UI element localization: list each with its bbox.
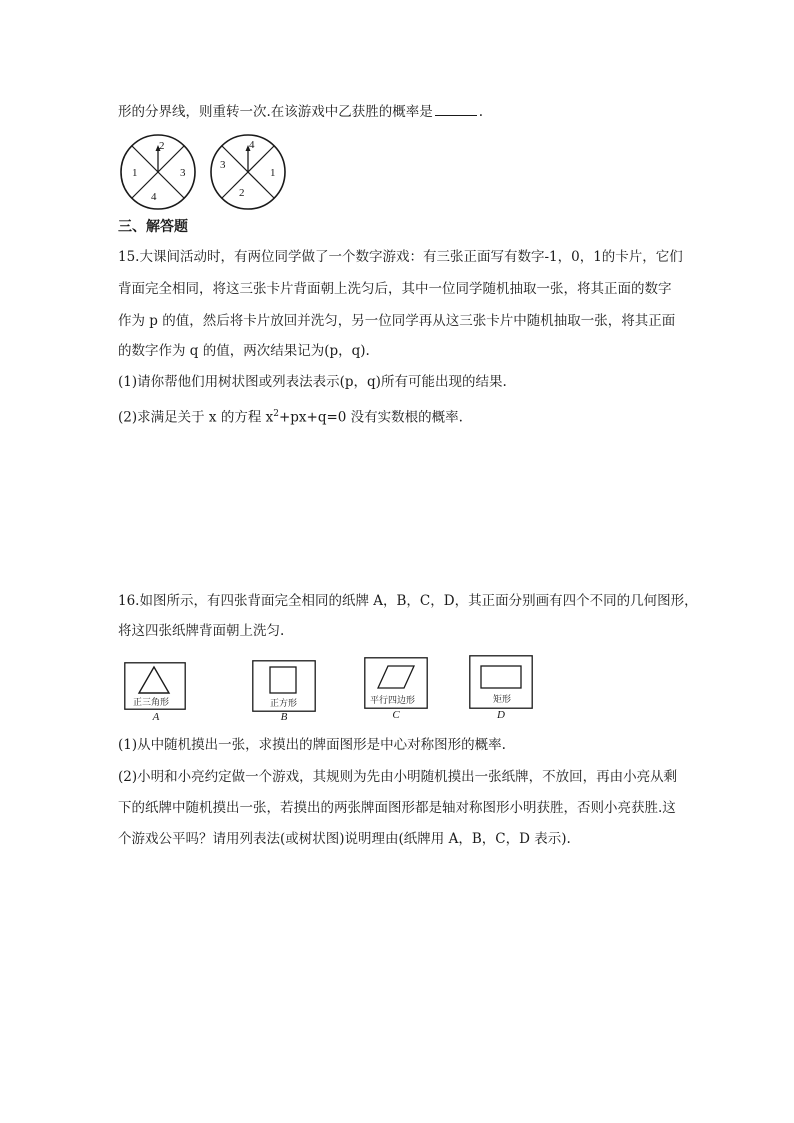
card-c bbox=[364, 657, 428, 713]
spinner-left bbox=[118, 132, 198, 216]
q14-tail-text: 形的分界线，则重转一次.在该游戏中乙获胜的概率是 bbox=[118, 104, 433, 120]
card-a bbox=[124, 662, 186, 714]
q15-line-3: 作为 p 的值，然后将卡片放回并洗匀，另一位同学再从这三张卡片中随机抽取一张，将其正面 bbox=[118, 313, 676, 329]
q15-part2-before: (2)求满足关于 x 的方程 x bbox=[118, 409, 274, 426]
q15-line-4: 的数字作为 q 的值，两次结果记为(p，q). bbox=[118, 343, 370, 359]
q15-part2-sup: 2 bbox=[273, 409, 279, 419]
spinner-left-label-1: 1 bbox=[132, 167, 138, 179]
card-b-letter: B bbox=[280, 711, 288, 723]
q15-part2 bbox=[118, 405, 463, 427]
q16-part1: (1)从中随机摸出一张，求摸出的牌面图形是中心对称图形的概率. bbox=[118, 737, 506, 753]
card-d bbox=[469, 655, 533, 713]
q15-part2-after: +px+q=0 没有实数根的概率. bbox=[278, 409, 463, 426]
spinner-right bbox=[208, 132, 288, 216]
spinner-right-label-2: 2 bbox=[239, 187, 245, 199]
q16-line-1: 16.如图所示，有四张背面完全相同的纸牌 A，B，C，D，其正面分别画有四个不同的几何图形， bbox=[118, 593, 698, 609]
card-a-caption: 正三角形 bbox=[133, 697, 170, 707]
q15-part1: (1)请你帮他们用树状图或列表法表示(p，q)所有可能出现的结果. bbox=[118, 374, 507, 390]
q14-tail-end: . bbox=[478, 104, 484, 120]
q15-line-1: 15.大课间活动时，有两位同学做了一个数字游戏：有三张正面写有数字-1，0，1的卡片，它们 bbox=[118, 249, 683, 265]
answer-blank bbox=[435, 103, 477, 116]
q14-tail-line bbox=[118, 103, 483, 121]
q16-part2-line-2: 下的纸牌中随机摸出一张，若摸出的两张牌面图形都是轴对称图形小明获胜，否则小亮获胜.这 bbox=[118, 800, 676, 816]
spinner-right-label-4: 4 bbox=[249, 139, 255, 151]
card-d-caption: 矩形 bbox=[493, 694, 512, 704]
card-a-letter: A bbox=[152, 711, 160, 723]
spinner-left-label-2: 2 bbox=[159, 140, 165, 152]
card-c-letter: C bbox=[392, 709, 400, 721]
spinner-right-label-3: 3 bbox=[220, 159, 226, 171]
q16-part2-line-1: (2)小明和小亮约定做一个游戏，其规则为先由小明随机摸出一张纸牌，不放回，再由小亮从剩 bbox=[118, 769, 678, 785]
card-b bbox=[252, 660, 316, 716]
spinner-left-label-4: 4 bbox=[151, 191, 157, 203]
q16-part2-line-3: 个游戏公平吗？请用列表法(或树状图)说明理由(纸牌用 A，B，C，D 表示). bbox=[118, 831, 571, 847]
card-b-caption: 正方形 bbox=[270, 698, 298, 708]
spinner-right-label-1: 1 bbox=[270, 167, 276, 179]
q16-line-2: 将这四张纸牌背面朝上洗匀. bbox=[118, 623, 285, 639]
q15-line-2: 背面完全相同，将这三张卡片背面朝上洗匀后，其中一位同学随机抽取一张，将其正面的数字 bbox=[118, 281, 672, 297]
section-title: 三、解答题 bbox=[118, 219, 188, 235]
card-c-caption: 平行四边形 bbox=[370, 695, 416, 705]
card-d-letter: D bbox=[497, 709, 505, 721]
spinner-left-label-3: 3 bbox=[180, 167, 186, 179]
